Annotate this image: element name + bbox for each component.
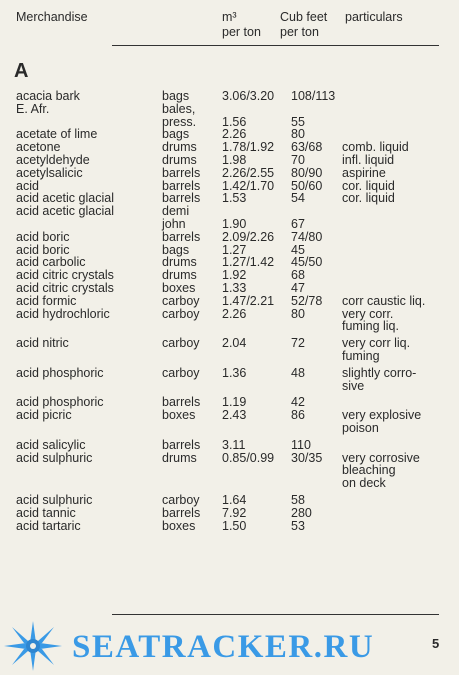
packing-cell: barrels xyxy=(162,395,201,410)
particulars-cell: slightly corro- xyxy=(342,365,417,380)
table-row xyxy=(0,494,459,507)
packing-cell: barrels xyxy=(162,165,201,180)
m3-per-ton-cell: 2.04 xyxy=(222,336,247,351)
merchandise-cell: acid salicylic xyxy=(16,437,86,452)
cuft-per-ton-cell: 110 xyxy=(291,437,311,452)
merchandise-cell: E. Afr. xyxy=(16,101,50,116)
particulars-cell: cor. liquid xyxy=(342,178,395,193)
table-row xyxy=(0,337,459,350)
merchandise-cell: acid formic xyxy=(16,293,77,308)
packing-cell: drums xyxy=(162,140,197,155)
particulars-cell: very corrosive xyxy=(342,450,420,465)
header-merchandise: Merchandise xyxy=(16,10,88,24)
merchandise-cell: acid sulphuric xyxy=(16,492,93,507)
packing-cell: press. xyxy=(162,114,197,129)
m3-per-ton-cell: 1.27/1.42 xyxy=(222,255,275,270)
packing-cell: barrels xyxy=(162,505,201,520)
merchandise-cell: acid xyxy=(16,178,39,193)
cuft-per-ton-cell: 108/113 xyxy=(291,89,336,103)
cuft-per-ton-cell: 80/90 xyxy=(291,165,323,180)
particulars-cell: very corr liq. xyxy=(342,336,411,351)
m3-per-ton-cell: 1.50 xyxy=(222,518,247,533)
m3-per-ton-cell: 1.33 xyxy=(222,280,247,295)
table-row xyxy=(0,320,459,333)
cuft-per-ton-cell: 67 xyxy=(291,216,305,231)
packing-cell: barrels xyxy=(162,437,201,452)
table-row xyxy=(0,154,459,167)
m3-per-ton-cell: 1.56 xyxy=(222,114,247,129)
table-row xyxy=(0,464,459,477)
table-row xyxy=(0,507,459,520)
merchandise-cell: acid tartaric xyxy=(16,518,81,533)
m3-per-ton-cell: 2.26 xyxy=(222,306,247,321)
cuft-per-ton-cell: 80 xyxy=(291,127,305,142)
m3-per-ton-cell: 7.92 xyxy=(222,505,247,520)
m3-per-ton-cell: 1.19 xyxy=(222,395,247,410)
merchandise-cell: acacia bark xyxy=(16,89,80,103)
merchandise-cell: acid picric xyxy=(16,408,72,423)
merchandise-cell: acid citric crystals xyxy=(16,280,114,295)
m3-per-ton-cell: 1.78/1.92 xyxy=(222,140,275,155)
header-m3-per-ton-label: per ton xyxy=(222,25,261,39)
header-cubic-feet-per-ton xyxy=(280,10,327,40)
table-row xyxy=(0,282,459,295)
m3-per-ton-cell: 1.53 xyxy=(222,191,247,206)
m3-per-ton-cell: 1.47/2.21 xyxy=(222,293,275,308)
header-cuft-per-ton-label: per ton xyxy=(280,25,319,39)
cuft-per-ton-cell: 45/50 xyxy=(291,255,323,270)
particulars-cell: fuming xyxy=(342,348,380,363)
packing-cell: drums xyxy=(162,268,197,283)
merchandise-cell: acid citric crystals xyxy=(16,268,114,283)
cuft-per-ton-cell: 55 xyxy=(291,114,305,129)
merchandise-cell: acid phosphoric xyxy=(16,395,104,410)
m3-per-ton-cell: 3.11 xyxy=(222,437,246,452)
m3-per-ton-cell: 2.09/2.26 xyxy=(222,229,275,244)
header-cuft-unit: Cub feet xyxy=(280,10,328,24)
cuft-per-ton-cell: 74/80 xyxy=(291,229,323,244)
m3-per-ton-cell: 1.98 xyxy=(222,152,247,167)
merchandise-cell: acid boric xyxy=(16,229,70,244)
table-row xyxy=(0,218,459,231)
packing-cell: john xyxy=(162,216,186,231)
packing-cell: bags xyxy=(162,127,190,142)
cuft-per-ton-cell: 48 xyxy=(291,365,305,380)
packing-cell: drums xyxy=(162,255,197,270)
packing-cell: bags xyxy=(162,242,190,257)
m3-per-ton-cell: 3.06/3.20 xyxy=(222,89,275,103)
particulars-cell: corr caustic liq. xyxy=(342,293,426,308)
header-m3-unit: m³ xyxy=(222,10,237,24)
particulars-cell: infl. liquid xyxy=(342,152,395,167)
packing-cell: barrels xyxy=(162,229,201,244)
cuft-per-ton-cell: 70 xyxy=(291,152,305,167)
page-number: 5 xyxy=(432,636,440,651)
merchandise-cell: acid acetic glacial xyxy=(16,204,114,219)
table-row xyxy=(0,367,459,380)
compass-rose-icon xyxy=(4,621,62,671)
cargo-table xyxy=(0,90,459,532)
particulars-cell: fuming liq. xyxy=(342,319,399,334)
packing-cell: carboy xyxy=(162,492,200,507)
m3-per-ton-cell: 2.26 xyxy=(222,127,247,142)
merchandise-cell: acid nitric xyxy=(16,336,69,351)
packing-cell: demi xyxy=(162,204,190,219)
m3-per-ton-cell: 0.85/0.99 xyxy=(222,450,275,465)
table-row xyxy=(0,422,459,435)
packing-cell: carboy xyxy=(162,306,200,321)
cuft-per-ton-cell: 54 xyxy=(291,191,305,206)
table-row xyxy=(0,90,459,103)
packing-cell: carboy xyxy=(162,365,200,380)
particulars-cell: cor. liquid xyxy=(342,191,395,206)
table-row xyxy=(0,350,459,363)
particulars-cell: bleaching xyxy=(342,463,396,478)
table-row xyxy=(0,520,459,533)
cuft-per-ton-cell: 45 xyxy=(291,242,305,257)
merchandise-cell: acetone xyxy=(16,140,61,155)
particulars-cell: aspirine xyxy=(342,165,386,180)
cuft-per-ton-cell: 50/60 xyxy=(291,178,323,193)
packing-cell: bags xyxy=(162,89,190,103)
merchandise-cell: acid acetic glacial xyxy=(16,191,114,206)
table-row xyxy=(0,231,459,244)
particulars-cell: poison xyxy=(342,420,379,435)
merchandise-cell: acetate of lime xyxy=(16,127,98,142)
packing-cell: barrels xyxy=(162,191,201,206)
m3-per-ton-cell: 2.26/2.55 xyxy=(222,165,275,180)
header-particulars: particulars xyxy=(345,10,403,24)
m3-per-ton-cell: 1.36 xyxy=(222,365,247,380)
packing-cell: boxes xyxy=(162,408,196,423)
particulars-cell: sive xyxy=(342,378,365,393)
table-row xyxy=(0,409,459,422)
merchandise-cell: acid hydrochloric xyxy=(16,306,110,321)
packing-cell: carboy xyxy=(162,336,200,351)
merchandise-cell: acetylsalicic xyxy=(16,165,83,180)
packing-cell: drums xyxy=(162,152,197,167)
m3-per-ton-cell: 1.90 xyxy=(222,216,247,231)
packing-cell: bales, xyxy=(162,101,196,116)
header-m3-per-ton xyxy=(222,10,261,40)
cuft-per-ton-cell: 68 xyxy=(291,268,305,283)
packing-cell: barrels xyxy=(162,178,201,193)
particulars-cell: very explosive xyxy=(342,408,422,423)
cuft-per-ton-cell: 58 xyxy=(291,492,305,507)
cuft-per-ton-cell: 47 xyxy=(291,280,305,295)
packing-cell: boxes xyxy=(162,518,196,533)
m3-per-ton-cell: 1.42/1.70 xyxy=(222,178,275,193)
merchandise-cell: acid sulphuric xyxy=(16,450,93,465)
cuft-per-ton-cell: 280 xyxy=(291,505,312,520)
table-row xyxy=(0,439,459,452)
cuft-per-ton-cell: 42 xyxy=(291,395,305,410)
packing-cell: drums xyxy=(162,450,197,465)
brand-watermark: SEATRACKER.RU xyxy=(72,629,375,665)
section-letter: A xyxy=(14,60,29,82)
table-row xyxy=(0,380,459,393)
merchandise-cell: acid phosphoric xyxy=(16,365,104,380)
packing-cell: carboy xyxy=(162,293,200,308)
merchandise-cell: acid carbolic xyxy=(16,255,86,270)
cuft-per-ton-cell: 63/68 xyxy=(291,140,323,155)
cuft-per-ton-cell: 86 xyxy=(291,408,305,423)
m3-per-ton-cell: 1.92 xyxy=(222,268,247,283)
table-row xyxy=(0,477,459,490)
merchandise-cell: acetyldehyde xyxy=(16,152,90,167)
table-row xyxy=(0,167,459,180)
cuft-per-ton-cell: 30/35 xyxy=(291,450,323,465)
merchandise-cell: acid boric xyxy=(16,242,70,257)
m3-per-ton-cell: 2.43 xyxy=(222,408,247,423)
packing-cell: boxes xyxy=(162,280,196,295)
particulars-cell: comb. liquid xyxy=(342,140,409,155)
table-row xyxy=(0,103,459,116)
merchandise-cell: acid tannic xyxy=(16,505,76,520)
m3-per-ton-cell: 1.27 xyxy=(222,242,247,257)
m3-per-ton-cell: 1.64 xyxy=(222,492,247,507)
particulars-cell: very corr. xyxy=(342,306,394,321)
header-divider xyxy=(112,45,439,46)
table-row xyxy=(0,295,459,308)
footer xyxy=(0,615,459,675)
cuft-per-ton-cell: 52/78 xyxy=(291,293,323,308)
cuft-per-ton-cell: 72 xyxy=(291,336,305,351)
cuft-per-ton-cell: 53 xyxy=(291,518,305,533)
particulars-cell: on deck xyxy=(342,476,386,491)
cuft-per-ton-cell: 80 xyxy=(291,306,305,321)
